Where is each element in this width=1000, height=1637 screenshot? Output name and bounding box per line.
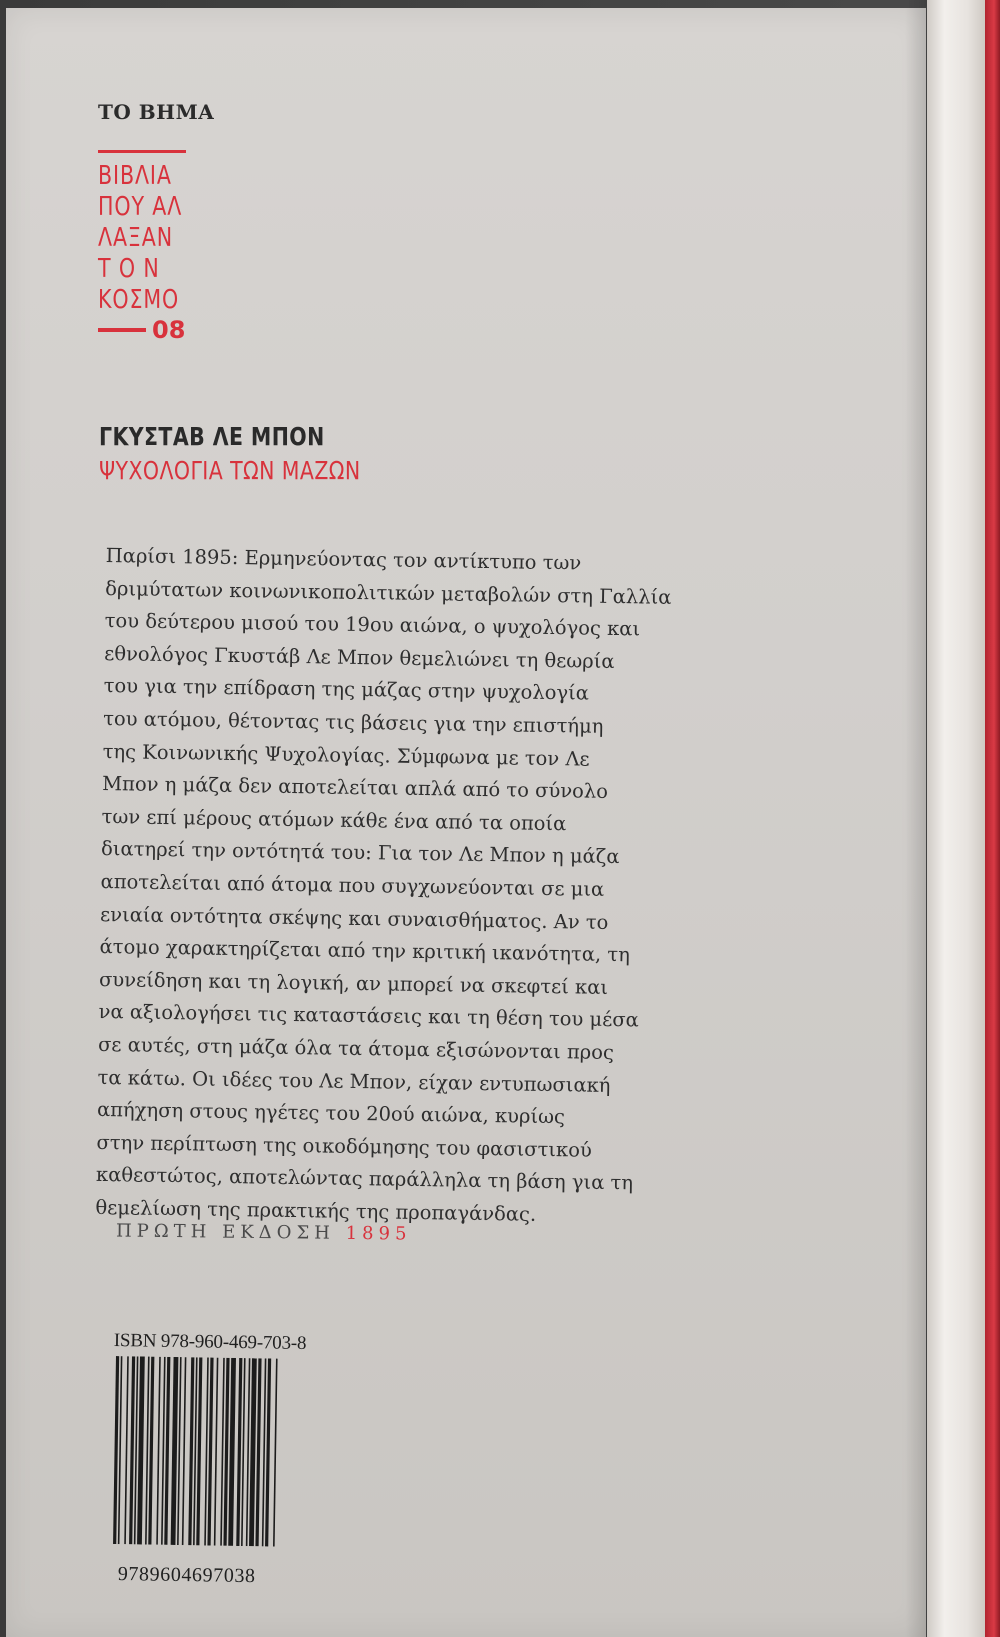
barcode-bar — [273, 1359, 278, 1547]
series-line: Τ Ο Ν — [98, 254, 160, 284]
first-edition-line — [116, 1220, 412, 1244]
author-name: ΓΚΥΣΤΑΒ ΛΕ ΜΠΟΝ — [99, 422, 325, 451]
series-line: ΛΑΞΑΝ — [98, 223, 174, 253]
blurb-line: αποτελείται από άτομα που συγχωνεύονται σε μια — [100, 869, 605, 901]
blurb-line: στην περίπτωση της οικοδόμησης του φασιστικού — [96, 1130, 592, 1162]
barcode-bar — [129, 1356, 135, 1544]
barcode-bar — [156, 1357, 161, 1545]
blurb-line: θεμελίωση της πρακτικής της προπαγάνδας. — [95, 1195, 537, 1226]
edition-year: 1895 — [345, 1222, 412, 1245]
blurb-line: Μπον η μάζα δεν αποτελείται απλά από το σύνολο — [101, 772, 609, 804]
barcode-bar — [182, 1357, 187, 1545]
blurb-line: απήχηση στους ηγέτες του 20ού αιώνα, κυρίως — [96, 1098, 566, 1129]
blurb-line: του ατόμου, θέτοντας τις βάσεις για την επιστήμη — [103, 706, 604, 738]
blurb-line: άτομο χαρακτηρίζεται από την κριτική ικανότητα, τη — [99, 935, 631, 967]
barcode-bar — [214, 1358, 219, 1546]
blurb-text — [95, 540, 806, 1235]
barcode-bar — [137, 1356, 145, 1544]
blurb-line: του για την επίδραση της μάζας στην ψυχολογία — [103, 674, 590, 705]
isbn-text: ISBN 978-960-469-703-8 — [113, 1330, 307, 1355]
blurb-line: εθνολόγος Γκυστάβ Λε Μπον θεμελιώνει τη θεωρία — [104, 641, 615, 673]
barcode-bar — [255, 1358, 261, 1546]
barcode-bar — [148, 1357, 154, 1545]
series-number-row — [98, 316, 185, 344]
barcode-bar — [207, 1358, 213, 1546]
blurb-line: δριμύτατων κοινωνικοπολιτικών μεταβολών στη Γαλλία — [105, 576, 672, 609]
series-line: ΠΟΥ ΑΛ — [98, 192, 183, 222]
series-top-rule — [98, 150, 186, 153]
blurb-line: συνείδηση και τη λογική, αν μπορεί να σκεφτεί και — [98, 967, 609, 999]
blurb-line: διατηρεί την οντότητά του: Για τον Λε Μπον η μάζα — [100, 837, 620, 869]
barcode-image — [111, 1356, 354, 1548]
book-title: ΨΥΧΟΛΟΓΙΑ ΤΩΝ ΜΑΖΩΝ — [99, 456, 361, 485]
edition-label: ΠΡΩΤΗ ΕΚΔΟΣΗ — [115, 1220, 336, 1244]
blurb-line: καθεστώτος, αποτελώντας παράλληλα τη βάση για τη — [95, 1163, 634, 1195]
red-spine-edge — [985, 0, 1000, 1637]
barcode-bar — [223, 1358, 229, 1546]
barcode-bar — [164, 1357, 170, 1545]
page-block-edge — [927, 0, 985, 1637]
barcode-bar — [265, 1358, 271, 1546]
series-line: ΚΟΣΜΟ — [98, 285, 180, 315]
barcode-bar — [188, 1357, 194, 1545]
blurb-line: των επί μέρους ατόμων κάθε ένα από τα οποία — [101, 804, 567, 836]
back-cover — [6, 8, 926, 1637]
barcode-bar — [113, 1356, 119, 1544]
blurb-line: να αξιολογήσει τις καταστάσεις και τη θέση του μέσα — [98, 1000, 639, 1032]
barcode-digits: 9789604697038 — [117, 1563, 256, 1588]
publisher-logo: ΤΟ ΒΗΜΑ — [98, 100, 215, 124]
barcode-bar — [249, 1358, 257, 1546]
blurb-line: του δεύτερου μισού του 19ου αιώνα, ο ψυχολόγος και — [104, 609, 641, 641]
barcode-bar — [236, 1358, 242, 1546]
series-number: 08 — [152, 316, 186, 344]
series-line: ΒΙΒΛΙΑ — [98, 161, 172, 191]
blurb-line: σε αυτές, στη μάζα όλα τα άτομα εξισώνονται προς — [97, 1032, 615, 1064]
blurb-line: Παρίσι 1895: Ερμηνεύοντας τον αντίκτυπο των — [105, 543, 582, 575]
blurb-line: τα κάτω. Οι ιδέες του Λε Μπον, είχαν εντυπωσιακή — [97, 1065, 611, 1097]
series-number-dash — [98, 328, 146, 332]
cover-edge-shadow — [905, 0, 927, 1637]
barcode-bar — [196, 1357, 202, 1545]
barcode-bar — [171, 1357, 179, 1545]
barcode-bar — [124, 1356, 129, 1544]
series-title — [98, 161, 182, 316]
barcode-bar — [228, 1358, 236, 1546]
blurb-line: της Κοινωνικής Ψυχολογίας. Σύμφωνα με τον Λε — [102, 739, 590, 771]
blurb-line: ενιαία οντότητα σκέψης και συναισθήματος. Αν το — [99, 902, 609, 934]
